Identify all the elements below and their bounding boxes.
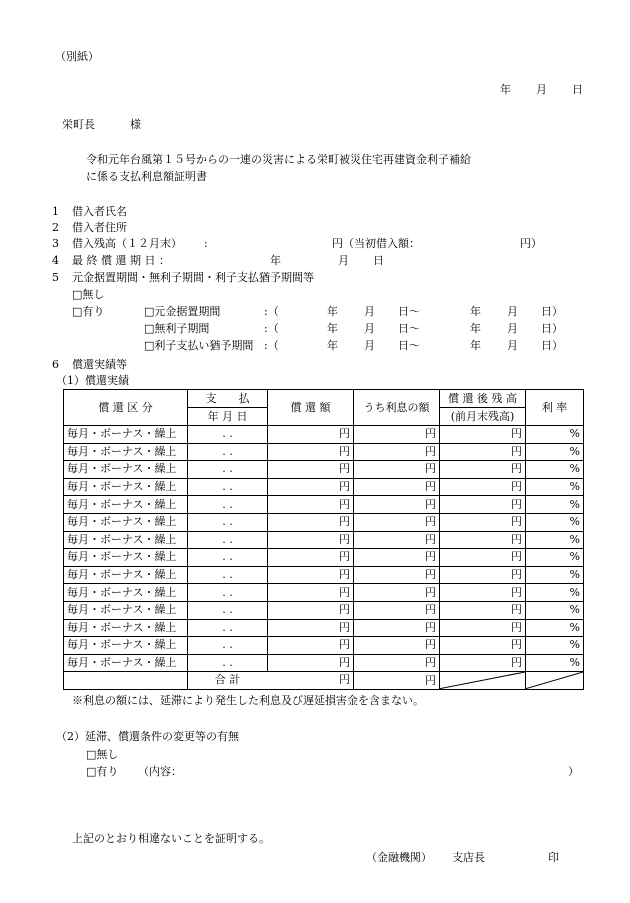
period-principal-deferment-label[interactable]: □元金据置期間 bbox=[144, 305, 221, 318]
total-interest: 円 bbox=[354, 672, 440, 690]
row-balance: 円 bbox=[440, 549, 526, 567]
item-5-label: 元金据置期間・無利子期間・利子支払猶予期間等 bbox=[72, 271, 314, 284]
row-category: 毎月・ボーナス・繰上 bbox=[64, 637, 188, 655]
row-interest: 円 bbox=[354, 619, 440, 637]
row-rate: % bbox=[526, 637, 584, 655]
period-principal-deferment-colon: :（ bbox=[264, 305, 279, 318]
header-payment-bottom: 年 月 日 bbox=[188, 408, 268, 426]
row-payment-date: . . bbox=[188, 637, 268, 655]
row-payment-date: . . bbox=[188, 566, 268, 584]
row-category: 毎月・ボーナス・繰上 bbox=[64, 654, 188, 672]
row-category: 毎月・ボーナス・繰上 bbox=[64, 478, 188, 496]
addressee-honorific: 様 bbox=[130, 118, 141, 131]
row-balance: 円 bbox=[440, 513, 526, 531]
row-payment-date: . . bbox=[188, 496, 268, 514]
slash-mark bbox=[526, 672, 583, 689]
repayment-table bbox=[63, 389, 584, 690]
item-3-yen-close: 円） bbox=[520, 237, 542, 250]
item-1-number: 1 bbox=[52, 205, 59, 218]
row-rate: % bbox=[526, 601, 584, 619]
row-category: 毎月・ボーナス・繰上 bbox=[64, 443, 188, 461]
row-interest: 円 bbox=[354, 654, 440, 672]
section-2-label: （2）延滞、償還条件の変更等の有無 bbox=[56, 730, 239, 743]
attachment-label: （別紙） bbox=[55, 50, 99, 63]
item-2-label: 借入者住所 bbox=[72, 221, 127, 234]
period-interest-free-m1: 月 bbox=[364, 322, 375, 335]
row-payment-date: . . bbox=[188, 531, 268, 549]
row-rate: % bbox=[526, 461, 584, 479]
table-row bbox=[64, 496, 584, 514]
row-payment-date: . . bbox=[188, 601, 268, 619]
row-balance: 円 bbox=[440, 654, 526, 672]
row-category: 毎月・ボーナス・繰上 bbox=[64, 566, 188, 584]
row-payment-date: . . bbox=[188, 549, 268, 567]
period-payment-grace-colon: :（ bbox=[264, 339, 279, 352]
row-repayment: 円 bbox=[268, 654, 354, 672]
row-interest: 円 bbox=[354, 566, 440, 584]
row-repayment: 円 bbox=[268, 496, 354, 514]
title-line-2: に係る支払利息額証明書 bbox=[86, 170, 207, 183]
item-3-number: 3 bbox=[52, 237, 59, 250]
period-interest-free-y1: 年 bbox=[327, 322, 338, 335]
date-month-label: 月 bbox=[536, 83, 547, 96]
row-rate: % bbox=[526, 478, 584, 496]
row-category: 毎月・ボーナス・繰上 bbox=[64, 601, 188, 619]
item-4-month: 月 bbox=[338, 254, 349, 267]
row-category: 毎月・ボーナス・繰上 bbox=[64, 531, 188, 549]
period-payment-grace-d1: 日～ bbox=[398, 339, 420, 352]
row-repayment: 円 bbox=[268, 601, 354, 619]
section-2-some-checkbox[interactable]: □有り bbox=[86, 765, 119, 778]
header-balance-top: 償 還 後 残 高 bbox=[440, 390, 526, 408]
section-2-content-label: （内容： bbox=[138, 765, 182, 778]
row-balance: 円 bbox=[440, 496, 526, 514]
table-row bbox=[64, 478, 584, 496]
row-repayment: 円 bbox=[268, 426, 354, 444]
period-interest-free-label[interactable]: □無利子期間 bbox=[144, 322, 210, 335]
row-repayment: 円 bbox=[268, 619, 354, 637]
row-interest: 円 bbox=[354, 531, 440, 549]
period-payment-grace-m1: 月 bbox=[364, 339, 375, 352]
row-interest: 円 bbox=[354, 549, 440, 567]
row-repayment: 円 bbox=[268, 549, 354, 567]
table-row bbox=[64, 584, 584, 602]
item-1-label: 借入者氏名 bbox=[72, 205, 127, 218]
period-interest-free-d1: 日～ bbox=[398, 322, 420, 335]
row-balance: 円 bbox=[440, 619, 526, 637]
row-balance: 円 bbox=[440, 426, 526, 444]
period-interest-free-m2: 月 bbox=[507, 322, 518, 335]
signature-institution: （金融機関） bbox=[366, 851, 432, 864]
period-principal-deferment-d1: 日～ bbox=[398, 305, 420, 318]
title-line-1: 令和元年台風第１５号からの一連の災害による栄町被災住宅再建資金利子補給 bbox=[86, 153, 471, 166]
row-repayment: 円 bbox=[268, 478, 354, 496]
signature-seal: 印 bbox=[548, 851, 559, 864]
row-rate: % bbox=[526, 549, 584, 567]
section-1-label: （1）償還実績 bbox=[56, 374, 129, 387]
row-repayment: 円 bbox=[268, 584, 354, 602]
row-balance: 円 bbox=[440, 566, 526, 584]
certification-statement: 上記のとおり相違ないことを証明する。 bbox=[72, 832, 270, 845]
row-repayment: 円 bbox=[268, 461, 354, 479]
row-interest: 円 bbox=[354, 496, 440, 514]
row-balance: 円 bbox=[440, 637, 526, 655]
row-payment-date: . . bbox=[188, 443, 268, 461]
row-balance: 円 bbox=[440, 461, 526, 479]
date-day-label: 日 bbox=[572, 83, 583, 96]
row-balance: 円 bbox=[440, 443, 526, 461]
item-5-number: 5 bbox=[52, 271, 59, 284]
item-6-label: 償還実績等 bbox=[72, 358, 127, 371]
row-rate: % bbox=[526, 619, 584, 637]
header-interest: うち利息の額 bbox=[354, 390, 440, 426]
table-row bbox=[64, 637, 584, 655]
row-category: 毎月・ボーナス・繰上 bbox=[64, 461, 188, 479]
row-rate: % bbox=[526, 584, 584, 602]
period-payment-grace-y2: 年 bbox=[470, 339, 481, 352]
header-balance-bottom: (前月末残高) bbox=[440, 408, 526, 426]
row-rate: % bbox=[526, 443, 584, 461]
row-category: 毎月・ボーナス・繰上 bbox=[64, 496, 188, 514]
row-repayment: 円 bbox=[268, 443, 354, 461]
table-row bbox=[64, 531, 584, 549]
row-interest: 円 bbox=[354, 443, 440, 461]
row-interest: 円 bbox=[354, 478, 440, 496]
table-row bbox=[64, 443, 584, 461]
row-payment-date: . . bbox=[188, 584, 268, 602]
row-balance: 円 bbox=[440, 478, 526, 496]
row-interest: 円 bbox=[354, 601, 440, 619]
period-interest-free-d2: 日） bbox=[541, 322, 563, 335]
total-repay: 円 bbox=[339, 673, 350, 687]
row-category: 毎月・ボーナス・繰上 bbox=[64, 549, 188, 567]
period-payment-grace-m2: 月 bbox=[507, 339, 518, 352]
row-payment-date: . . bbox=[188, 478, 268, 496]
item-4-number: 4 bbox=[52, 254, 59, 267]
row-interest: 円 bbox=[354, 637, 440, 655]
row-category: 毎月・ボーナス・繰上 bbox=[64, 584, 188, 602]
item-6-number: 6 bbox=[52, 358, 59, 371]
item-3-yen-initial: 円（当初借入額： bbox=[332, 237, 420, 250]
total-balance-slashed bbox=[440, 672, 526, 690]
row-rate: % bbox=[526, 654, 584, 672]
row-interest: 円 bbox=[354, 461, 440, 479]
period-principal-deferment-y2: 年 bbox=[470, 305, 481, 318]
row-rate: % bbox=[526, 426, 584, 444]
row-rate: % bbox=[526, 513, 584, 531]
row-category: 毎月・ボーナス・繰上 bbox=[64, 513, 188, 531]
item-4-label: 最 終 償 還 期 日 ： bbox=[72, 254, 170, 267]
total-rate-slashed bbox=[526, 672, 584, 690]
row-payment-date: . . bbox=[188, 619, 268, 637]
table-row bbox=[64, 513, 584, 531]
header-category: 償 還 区 分 bbox=[64, 390, 188, 426]
row-repayment: 円 bbox=[268, 566, 354, 584]
table-note: ※利息の額には、延滞により発生した利息及び遅延損害金を含まない。 bbox=[72, 694, 424, 707]
row-repayment: 円 bbox=[268, 513, 354, 531]
row-interest: 円 bbox=[354, 426, 440, 444]
period-payment-grace-y1: 年 bbox=[327, 339, 338, 352]
row-interest: 円 bbox=[354, 584, 440, 602]
row-rate: % bbox=[526, 531, 584, 549]
table-row bbox=[64, 566, 584, 584]
header-rate: 利 率 bbox=[526, 390, 584, 426]
table-row bbox=[64, 461, 584, 479]
item-3-label: 借入残高（１２月末） bbox=[72, 237, 182, 250]
table-row bbox=[64, 426, 584, 444]
item-2-number: 2 bbox=[52, 221, 59, 234]
row-balance: 円 bbox=[440, 601, 526, 619]
item-3-colon: : bbox=[204, 237, 208, 250]
row-balance: 円 bbox=[440, 531, 526, 549]
item-5-none-checkbox[interactable]: □無し bbox=[72, 288, 105, 301]
table-row bbox=[64, 601, 584, 619]
signature-branch-manager: 支店長 bbox=[452, 851, 485, 864]
period-interest-free-y2: 年 bbox=[470, 322, 481, 335]
period-interest-free-colon: :（ bbox=[264, 322, 279, 335]
header-payment-top: 支 払 bbox=[188, 390, 268, 408]
period-principal-deferment-m2: 月 bbox=[507, 305, 518, 318]
total-label-text: 合 計 bbox=[214, 673, 241, 687]
period-payment-grace-d2: 日） bbox=[541, 339, 563, 352]
row-payment-date: . . bbox=[188, 426, 268, 444]
row-balance: 円 bbox=[440, 584, 526, 602]
row-interest: 円 bbox=[354, 513, 440, 531]
period-payment-grace-label[interactable]: □利子支払い猶予期間 bbox=[144, 339, 254, 352]
header-repayment: 償 還 額 bbox=[268, 390, 354, 426]
row-rate: % bbox=[526, 566, 584, 584]
item-4-day: 日 bbox=[373, 254, 384, 267]
period-principal-deferment-d2: 日） bbox=[541, 305, 563, 318]
row-category: 毎月・ボーナス・繰上 bbox=[64, 619, 188, 637]
row-payment-date: . . bbox=[188, 654, 268, 672]
total-label bbox=[188, 672, 354, 690]
item-4-year: 年 bbox=[270, 254, 281, 267]
row-category: 毎月・ボーナス・繰上 bbox=[64, 426, 188, 444]
row-repayment: 円 bbox=[268, 637, 354, 655]
slash-mark bbox=[440, 672, 525, 689]
table-row bbox=[64, 654, 584, 672]
date-year-label: 年 bbox=[500, 83, 511, 96]
table-row bbox=[64, 619, 584, 637]
period-principal-deferment-y1: 年 bbox=[327, 305, 338, 318]
row-repayment: 円 bbox=[268, 531, 354, 549]
row-payment-date: . . bbox=[188, 513, 268, 531]
addressee-name: 栄町長 bbox=[62, 118, 95, 131]
row-payment-date: . . bbox=[188, 461, 268, 479]
section-2-content-close: ） bbox=[568, 765, 579, 778]
item-5-some-checkbox[interactable]: □有り bbox=[72, 305, 105, 318]
total-empty-cell bbox=[64, 672, 188, 690]
section-2-none-checkbox[interactable]: □無し bbox=[86, 748, 119, 761]
row-rate: % bbox=[526, 496, 584, 514]
period-principal-deferment-m1: 月 bbox=[364, 305, 375, 318]
table-row bbox=[64, 549, 584, 567]
